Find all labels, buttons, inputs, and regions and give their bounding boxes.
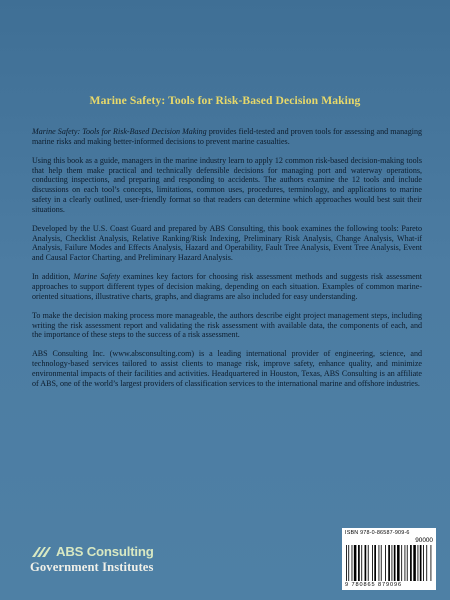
price-code: 90000 [415,537,433,544]
barcode-bar [431,545,432,581]
paragraph-management: To make the decision making process more manageable, the authors describe eight project management steps, including writing the risk assessment report and validating the risk assessment with available data, the components of each, and the importance of these steps to the success of a risk assessment. [32,310,422,340]
barcode-bar [420,545,422,581]
book-title-italic: Marine Safety: Tools for Risk-Based Decision Making [32,127,207,136]
barcode-label [342,528,436,590]
description-text [32,127,422,398]
paragraph-publisher: ABS Consulting Inc. (www.absconsulting.com) is a leading international provider of engineering, science, and technology-based services tailored to assist clients to manage risk, improve safety, enhance quality, and minimize environmental impacts of their facilities and activities. Headquartered in Houston, Texas, ABS Consulting is an affiliate of ABS, one of the world’s largest providers of classification services to the international marine and offshore industries. [32,349,422,388]
intro-text: provides field-tested and proven tools for assessing and managing marine risks and making better-informed decisions to prevent marine casualties. [32,127,423,146]
abs-mark-icon [30,545,54,559]
barcode-bar [388,545,390,581]
barcode-bar [368,545,369,581]
brand-name: ABS Consulting [56,544,154,559]
abs-logo-row [30,544,170,559]
barcode-bar [426,545,427,581]
ean-digits: 9 780865 879096 [345,582,403,588]
barcode-bars [346,545,432,581]
barcode-bar [352,545,353,581]
barcode-bar [394,545,396,581]
addition-text: examines key factors for choosing risk assessment methods and suggests risk assessment approaches to support different types of decision making, depending on each situation. Examples of common marine-oriented situations, illustrative charts, graphs, and diagrams are also included for easy understanding. [32,272,422,301]
barcode-bar [401,545,402,581]
paragraph-tools: Developed by the U.S. Coast Guard and prepared by ABS Consulting, this book examines the following tools: Pareto Analysis, Checklist Analysis, Relative Ranking/Risk Indexing, Preliminary Risk Analysis, Change Analysis, What-if Analysis, Failure Modes and Effects Analysis, Hazard and Operability, Fault Tree Analysis, Event Tree Analysis, Event and Causal Factor Charting, and Preliminary Hazard Analysis. [32,223,422,263]
barcode-bar [392,545,393,581]
barcode-bar [423,545,424,581]
barcode-bar [379,545,380,581]
barcode-bar [410,545,412,581]
barcode-bar [346,545,347,581]
barcode-bar [397,545,400,581]
barcode-bar [372,545,373,581]
barcode-bar [374,545,376,581]
isbn-text: ISBN 978-0-86587-909-6 [345,530,410,536]
publisher-logo [30,544,170,575]
short-title-italic: Marine Safety [73,272,120,282]
barcode-bar [358,545,360,581]
paragraph-usage: Using this book as a guide, managers in the marine industry learn to apply 12 common risk-based decision-making tools that help them make practical and technically defensible decisions for managing port and waterway operations, conducting inspections, and preparing and responding to accidents. The authors examine the 12 tools and include discussions on each tool’s concepts, limitations, common uses, procedures, terminology, and applications to marine safety in a clearly outlined, user-friendly format so that readers can determine which approaches would best suit their situations. [32,155,422,214]
paragraph-additional [32,272,422,302]
barcode-bar [407,545,408,581]
addition-lead: In addition, [32,272,74,282]
paragraph-intro [32,127,422,147]
imprint-name: Government Institutes [30,560,154,574]
barcode-bar [385,545,386,581]
barcode-bar [418,545,419,581]
cover-title: Marine Safety: Tools for Risk-Based Decision Making [89,94,361,107]
barcode-bar [405,545,406,581]
barcode-bar [361,545,362,581]
barcode-bar [413,545,416,581]
barcode-bar [354,545,357,581]
barcode-bar [381,545,382,581]
barcode-bar [348,545,349,581]
barcode-bar [365,545,367,581]
